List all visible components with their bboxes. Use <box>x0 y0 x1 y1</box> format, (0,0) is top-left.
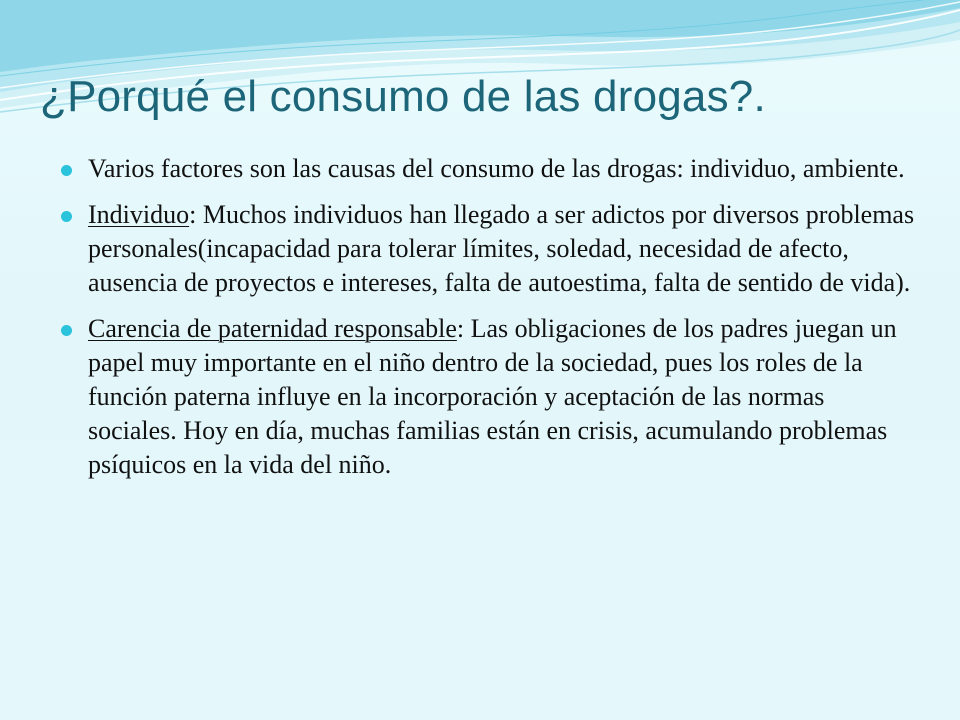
bullet-text: Varios factores son las causas del consumo de las drogas: individuo, ambiente. <box>88 154 905 183</box>
bullet-dot-icon <box>61 325 72 336</box>
bullet-lead-underlined: Carencia de paternidad responsable <box>88 314 457 343</box>
bullet-dot-icon <box>61 165 72 176</box>
bullet-item-2 <box>56 198 916 300</box>
bullet-item-3 <box>56 312 916 482</box>
bullet-text: : Las obligaciones de los padres juegan un papel muy importante en el niño dentro de la sociedad, pues los roles de la función paterna influye en la incorporación y aceptación de las normas sociales. Hoy en día, muchas familias están en crisis, acumulando problemas psíquicos en la vida del niño. <box>88 314 897 479</box>
bullet-text: : Muchos individuos han llegado a ser adictos por diversos problemas personales(incapacidad para tolerar límites, soledad, necesidad de afecto, ausencia de proyectos e intereses, falta de autoestima, falta de sentido de vida). <box>88 200 915 297</box>
bullet-list <box>56 152 916 494</box>
bullet-item-1 <box>56 152 916 186</box>
bullet-dot-icon <box>61 211 72 222</box>
slide-title: ¿Porqué el consumo de las drogas?. <box>40 72 766 121</box>
bullet-lead-underlined: Individuo <box>88 200 190 229</box>
